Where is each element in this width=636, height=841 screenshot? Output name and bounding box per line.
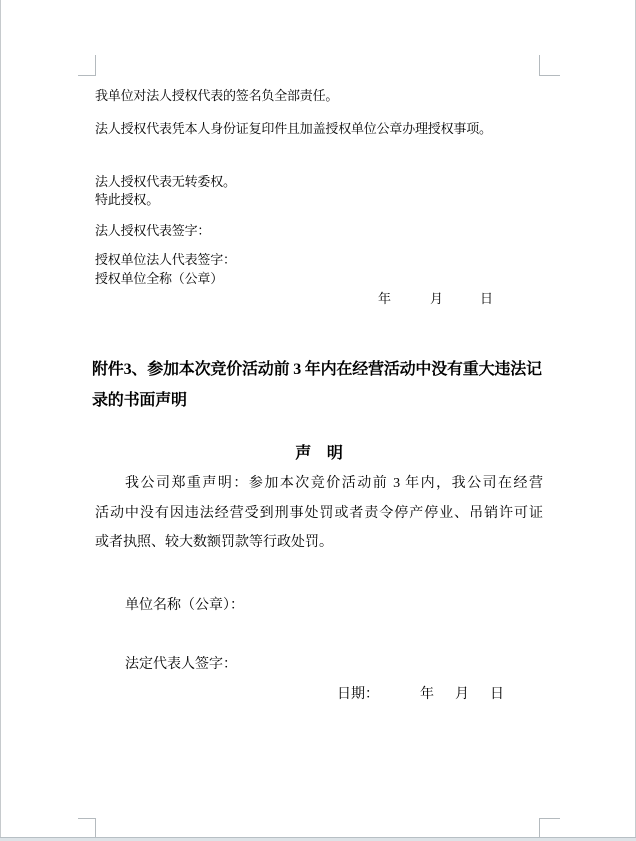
declaration-date-label: 日期： (337, 687, 379, 702)
margin-mark-bottom-left (78, 818, 96, 837)
auth-date-day-label: 日 (480, 291, 493, 306)
declaration-date-day-label: 日 (490, 687, 504, 702)
margin-mark-top-right (539, 55, 560, 76)
auth-rep-signature-label: 法人授权代表签字： (95, 223, 211, 238)
auth-date-year-label: 年 (378, 291, 391, 306)
auth-no-delegation-line: 法人授权代表无转委权。 (95, 174, 236, 189)
margin-mark-top-left (78, 55, 96, 76)
declaration-body-line2: 活动中没有因违法经营受到刑事处罚或者责令停产停业、吊销许可证 (95, 506, 543, 521)
auth-legal-rep-signature-label: 授权单位法人代表签字： (95, 252, 236, 267)
declaration-body-line1: 我公司郑重声明：参加本次竞价活动前 3 年内，我公司在经营 (125, 476, 543, 491)
page-left-edge (0, 0, 1, 838)
declaration-unit-name-label: 单位名称（公章）： (125, 598, 244, 613)
margin-mark-bottom-right (539, 818, 560, 837)
declaration-date-year-label: 年 (420, 687, 434, 702)
declaration-date-month-label: 月 (455, 687, 469, 702)
attachment3-heading-line2: 录的书面声明 (92, 392, 187, 409)
declaration-legal-rep-sign-label: 法定代表人签字： (125, 657, 237, 672)
attachment3-heading-line1: 附件3、参加本次竞价活动前 3 年内在经营活动中没有重大违法记 (92, 361, 542, 378)
auth-unit-full-name-label: 授权单位全称（公章） (95, 271, 224, 286)
auth-hereby-line: 特此授权。 (95, 192, 160, 207)
auth-date-month-label: 月 (430, 291, 443, 306)
auth-id-copy-line: 法人授权代表凭本人身份证复印件且加盖授权单位公章办理授权事项。 (95, 121, 492, 136)
declaration-body-line3: 或者执照、较大数额罚款等行政处罚。 (95, 535, 333, 550)
declaration-title: 声 明 (295, 445, 343, 462)
auth-responsibility-line: 我单位对法人授权代表的签名负全部责任。 (95, 88, 339, 103)
